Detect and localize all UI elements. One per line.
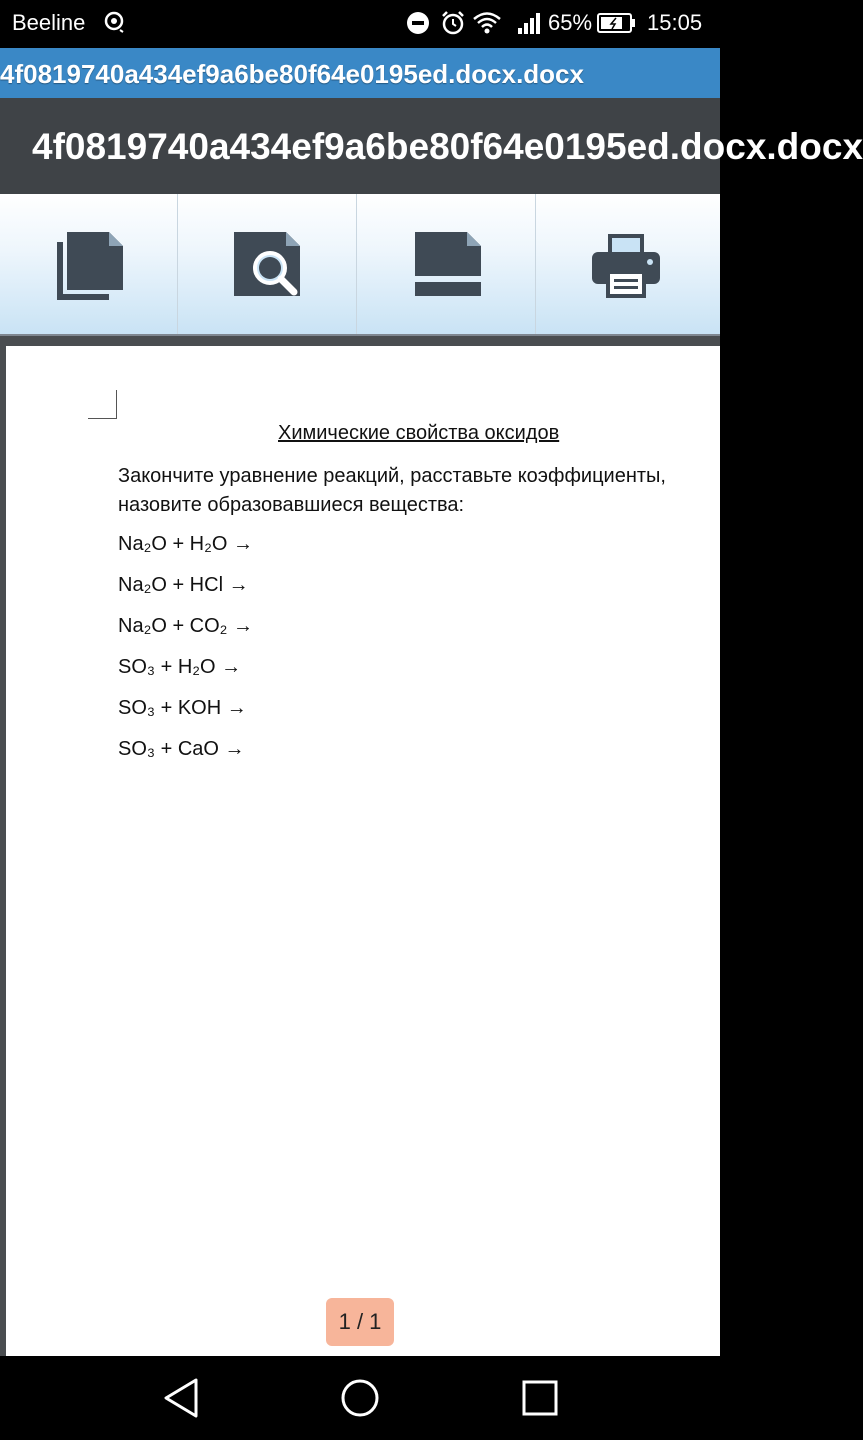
- navigation-bar: [0, 1356, 720, 1440]
- equation-line: SO₃ + H₂O →: [118, 656, 242, 678]
- clock: 15:05: [647, 10, 703, 35]
- home-icon[interactable]: [339, 1376, 381, 1420]
- equation-line: Na₂O + CO₂ →: [118, 615, 253, 637]
- page-counter: 1 / 1: [326, 1298, 394, 1346]
- equation-line: SO₃ + CaO →: [118, 738, 245, 760]
- battery-percent: 65%: [548, 10, 593, 35]
- page-view-icon: [411, 230, 483, 302]
- print-button[interactable]: [537, 194, 715, 334]
- document-viewer[interactable]: [0, 336, 720, 1356]
- equation-line: Na₂O + HCl →: [118, 574, 249, 596]
- copy-icon: [53, 230, 125, 302]
- copy-button[interactable]: [0, 194, 178, 334]
- recents-icon[interactable]: [519, 1376, 561, 1420]
- doc-heading: Химические свойства оксидов: [278, 422, 560, 444]
- do-not-disturb-icon: [405, 10, 431, 36]
- wifi-icon: [472, 10, 502, 36]
- doc-instruction: Закончите уравнение реакций, расставьте коэффициенты, назовите образовавшиеся вещества:: [118, 465, 666, 516]
- app-header: [0, 98, 863, 194]
- status-bar: [0, 0, 720, 48]
- back-icon[interactable]: [160, 1376, 202, 1420]
- location-icon: [102, 10, 126, 36]
- alarm-icon: [440, 10, 466, 36]
- carrier-name: Beeline: [12, 10, 86, 35]
- equation-line: Na₂O + H₂O →: [118, 533, 253, 555]
- search-document-button[interactable]: [179, 194, 357, 334]
- print-icon: [590, 230, 662, 302]
- battery-icon: [597, 10, 637, 36]
- margin-mark: [88, 390, 117, 419]
- file-title-bar: [0, 48, 720, 98]
- toolbar: [0, 194, 720, 336]
- file-name: 4f0819740a434ef9a6be80f64e0195ed.docx.docx: [0, 59, 584, 89]
- equation-line: SO₃ + KOH →: [118, 697, 247, 719]
- document-page: [6, 346, 720, 1356]
- page-view-button[interactable]: [358, 194, 536, 334]
- signal-icon: [516, 10, 544, 36]
- search-document-icon: [232, 230, 304, 302]
- document-title-header: 4f0819740a434ef9a6be80f64e0195ed.docx.docx: [32, 126, 863, 167]
